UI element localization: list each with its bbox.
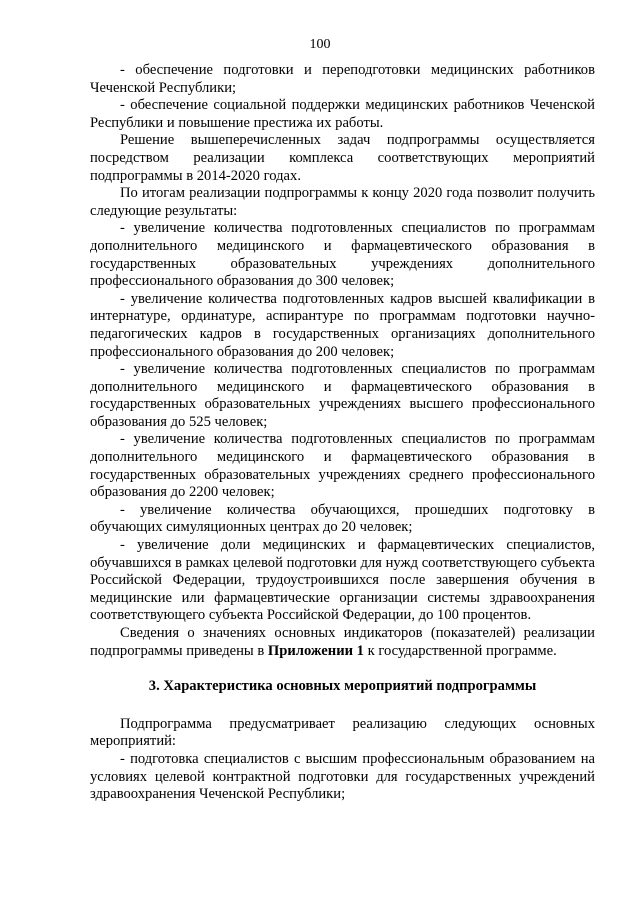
appendix-text-before: Сведения о значениях основных индикаторов (показателей) реализации подпрограммы приведены в (90, 625, 595, 659)
list-item: - увеличение доли медицинских и фармацевтических специалистов, обучавшихся в рамках целевой подготовки для нужд соответствующего субъекта Российской Федерации, трудоустроившихся после завершения обучения в медицинские или фармацевтические организации системы здравоохранения соответствующего субъекта Российской Федерации, до 100 процентов. (90, 537, 595, 624)
list-item: - увеличение количества подготовленных специалистов по программам дополнительного медицинского и фармацевтического образования в государственных образовательных учреждениях среднего профессионального образования до 2200 человек; (90, 431, 595, 501)
appendix-link-text: Приложении 1 (267, 642, 364, 659)
list-item: - подготовка специалистов с высшим профессиональным образованием на условиях целевой контрактной подготовки для государственных учреждений здравоохранения Чеченской Республики; (90, 750, 595, 803)
list-item: - увеличение количества подготовленных специалистов по программам дополнительного медицинского и фармацевтического образования в государственных образовательных учреждениях дополнительного профессионального образования до 300 человек; (90, 220, 595, 290)
paragraph: - обеспечение подготовки и переподготовки медицинских работников Чеченской Республики; (90, 62, 595, 96)
page-number: 100 (309, 37, 331, 52)
paragraph: Подпрограмма предусматривает реализацию следующих основных мероприятий: (90, 715, 595, 750)
paragraph: По итогам реализации подпрограммы к концу 2020 года позволит получить следующие результаты: (90, 185, 595, 219)
paragraph-appendix-reference (90, 625, 595, 660)
list-item: - увеличение количества подготовленных кадров высшей квалификации в интернатуре, ординатуре, аспирантуре по программам подготовки научно-педагогических кадров в государственных организациях дополнительного профессионального образования до 200 человек; (90, 290, 595, 360)
paragraph: Решение вышеперечисленных задач подпрограммы осуществляется посредством реализации комплекса соответствующих мероприятий подпрограммы в 2014-2020 годах. (90, 132, 595, 184)
section-heading: 3. Характеристика основных мероприятий подпрограммы (148, 678, 537, 695)
paragraph: - обеспечение социальной поддержки медицинских работников Чеченской Республики и повышение престижа их работы. (90, 97, 595, 131)
list-item: - увеличение количества обучающихся, прошедших подготовку в обучающих симуляционных центрах до 20 человек; (90, 501, 595, 536)
document-body (90, 62, 595, 804)
list-item: - увеличение количества подготовленных специалистов по программам дополнительного медицинского и фармацевтического образования в государственных образовательных учреждениях высшего профессионального образования до 525 человек; (90, 361, 595, 430)
appendix-text-after: к государственной программе. (363, 642, 557, 659)
